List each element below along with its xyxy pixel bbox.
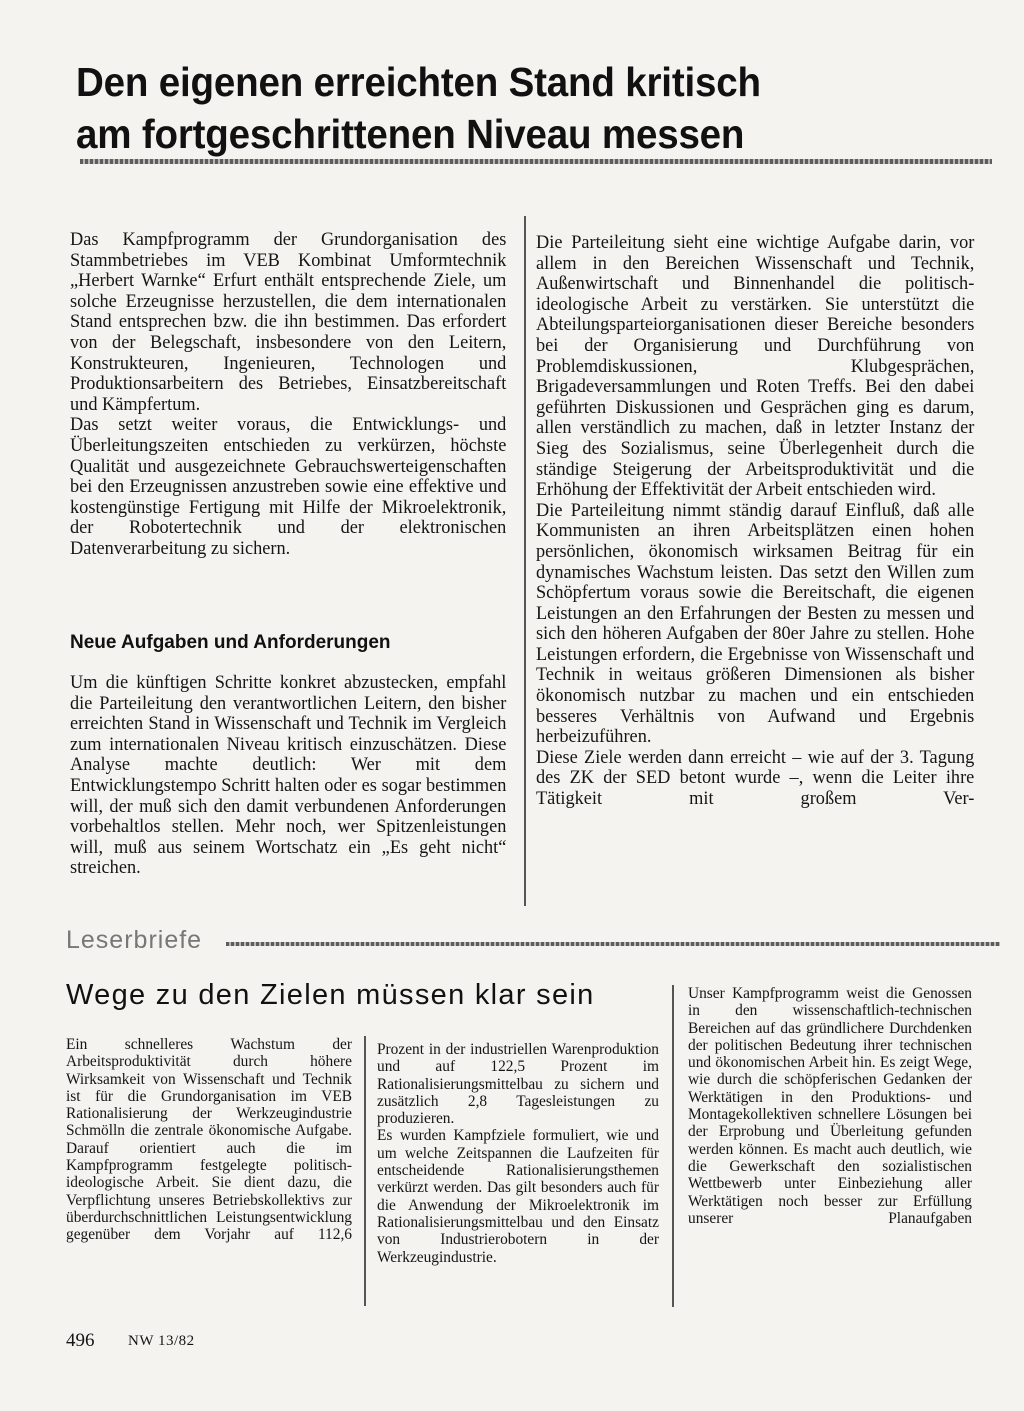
- article-paragraph: Die Parteileitung nimmt ständig darauf Einfluß, daß alle Kommunisten an ihren Arbeitsplätzen einen hohen persönlichen, ökonomisch wirksamen Beitrag für ein dynamisches Wachstum leisten. Das setzt den Willen zum Schöpfertum voraus sowie die Bereitschaft, die eigenen Leistungen an den Erfahrungen der Besten zu messen und sich den höheren Aufgaben der 80er Jahre zu stellen. Hohe Leistungen erfordern, die Ergebnisse von Wissenschaft und Technik in weitaus größeren Dimensionen als bisher ökonomisch nutzbar zu machen und ein entschieden besseres Verhältnis von Aufwand und Ergebnis herbeizuführen.: [536, 499, 975, 748]
- letter-column-1: [66, 1036, 352, 1244]
- article-column-left: [70, 230, 506, 560]
- letter-column-2: [377, 1041, 659, 1266]
- letter-paragraph: Ein schnelleres Wachstum der Arbeitsproduktivität durch höhere Wirksamkeit von Wissenschaft und Technik ist für die Grundorganisation im VEB Rationalisierung der Werkzeugindustrie Schmölln die zentrale ökonomische Aufgabe. Darauf orientiert auch die im Kampfprogramm festgelegte politisch-ideologische Arbeit. Sie dient dazu, die Verpflichtung unseres Betriebskollektivs zur überdurchschnittlichen Leistungsentwicklung gegenüber dem Vorjahr auf 112,6: [66, 1036, 352, 1244]
- article-subheading: Neue Aufgaben und Anforderungen: [70, 632, 391, 653]
- article-paragraph: Das Kampfprogramm der Grundorganisation des Stammbetriebes im VEB Kombinat Umformtechnik „Herbert Warnke“ Erfurt enthält entsprechende Ziele, um solche Erzeugnisse herzustellen, die dem internationalen Stand entsprechen bzw. die ihn bestimmen. Das erfordert von der Belegschaft, insbesondere von den Leitern, Konstrukteuren, Ingenieuren, Technologen und Produktionsarbeitern des Betriebes, Einsatzbereitschaft und Kämpfertum.: [70, 229, 507, 415]
- issue-reference: NW 13/82: [128, 1333, 195, 1349]
- section-label: Leserbriefe: [66, 926, 203, 954]
- letter-paragraph: Prozent in der industriellen Warenproduktion und auf 122,5 Prozent im Rationalisierungsmittelbau zu sichern und zusätzlich 2,8 Tagesleistungen zu produzieren.: [377, 1041, 659, 1128]
- headline-line-1: Den eigenen erreichten Stand kritisch: [76, 59, 761, 105]
- headline-rule: [80, 159, 992, 164]
- article-paragraph: Das setzt weiter voraus, die Entwicklungs- und Überleitungszeiten entschieden zu verkürzen, höchste Qualität und ausgezeichnete Gebrauchswerteigenschaften bei den Erzeugnissen anzustreben sowie eine effektive und kostengünstige Fertigung mit Hilfe der Mikroelektronik, der Robotertechnik und der elektronischen Datenverarbeitung zu sichern.: [70, 414, 507, 559]
- column-divider: [364, 1036, 366, 1306]
- column-divider: [524, 216, 526, 906]
- section-rule: [226, 942, 1000, 946]
- headline-line-2: am fortgeschrittenen Niveau messen: [76, 111, 745, 157]
- letter-column-3: [688, 985, 972, 1227]
- article-paragraph: Diese Ziele werden dann erreicht – wie auf der 3. Tagung des ZK der SED betont wurde –, wenn die Leiter ihre Tätigkeit mit großem Ver-: [536, 746, 975, 810]
- article-headline: [76, 56, 941, 160]
- letter-headline: Wege zu den Zielen müssen klar sein: [66, 979, 595, 1011]
- column-divider: [672, 985, 674, 1307]
- letter-paragraph: Unser Kampfprogramm weist die Genossen in den wissenschaftlich-technischen Bereichen auf das gründlichere Durchdenken der politischen Bedeutung ihrer technischen und ökonomischen Arbeit hin. Es zeigt Wege, wie durch die schöpferischen Gedanken der Werktätigen in den Produktions- und Montagekollektiven schnellere Lösungen bei der Erprobung und Überleitung gefunden werden können. Es macht auch deutlich, wie die Gewerkschaft den sozialistischen Wettbewerb unter Einbeziehung aller Werktätigen noch besser zur Erfüllung unserer Planaufgaben: [688, 985, 972, 1227]
- article-paragraph: Um die künftigen Schritte konkret abzustecken, empfahl die Parteileitung den verantwortlichen Leitern, den bisher erreichten Stand in Wissenschaft und Technik im Vergleich zum internationalen Niveau kritisch einzuschätzen. Diese Analyse machte deutlich: Wer mit dem Entwicklungstempo Schritt halten oder es sogar bestimmen will, der muß sich den damit verbundenen Anforderungen vorbehaltlos stellen. Mehr noch, wer Spitzenleistungen will, muß aus seinem Wortschatz ein „Es geht nicht“ streichen.: [70, 672, 507, 879]
- article-paragraph: Die Parteileitung sieht eine wichtige Aufgabe darin, vor allem in den Bereichen Wissenschaft und Technik, Außenwirtschaft und Binnenhandel die politisch-ideologische Arbeit zu verstärken. Sie unterstützt die Abteilungsparteiorganisationen dieser Bereiche besonders bei der Organisierung und Durchführung von Problemdiskussionen, Klubgesprächen, Brigadeversammlungen und Roten Treffs. Bei den dabei geführten Diskussionen und Gesprächen ging es darum, allen verständlich zu machen, daß in letzter Instanz der Sieg des Sozialismus, seine Überlegenheit durch die ständige Steigerung der Arbeitsproduktivität und die Erhöhung der Effektivität der Arbeit entschieden wird.: [536, 232, 975, 501]
- article-column-right: [536, 233, 974, 810]
- article-column-left-lower: [70, 673, 506, 879]
- page-number: 496: [66, 1330, 95, 1351]
- letter-paragraph: Es wurden Kampfziele formuliert, wie und um welche Zeitspannen die Laufzeiten für entscheidende Rationalisierungsthemen verkürzt werden. Das gilt besonders auch für die Anwendung der Mikroelektronik im Rationalisierungsmittelbau und den Einsatz von Industrierobotern in der Werkzeugindustrie.: [377, 1127, 659, 1266]
